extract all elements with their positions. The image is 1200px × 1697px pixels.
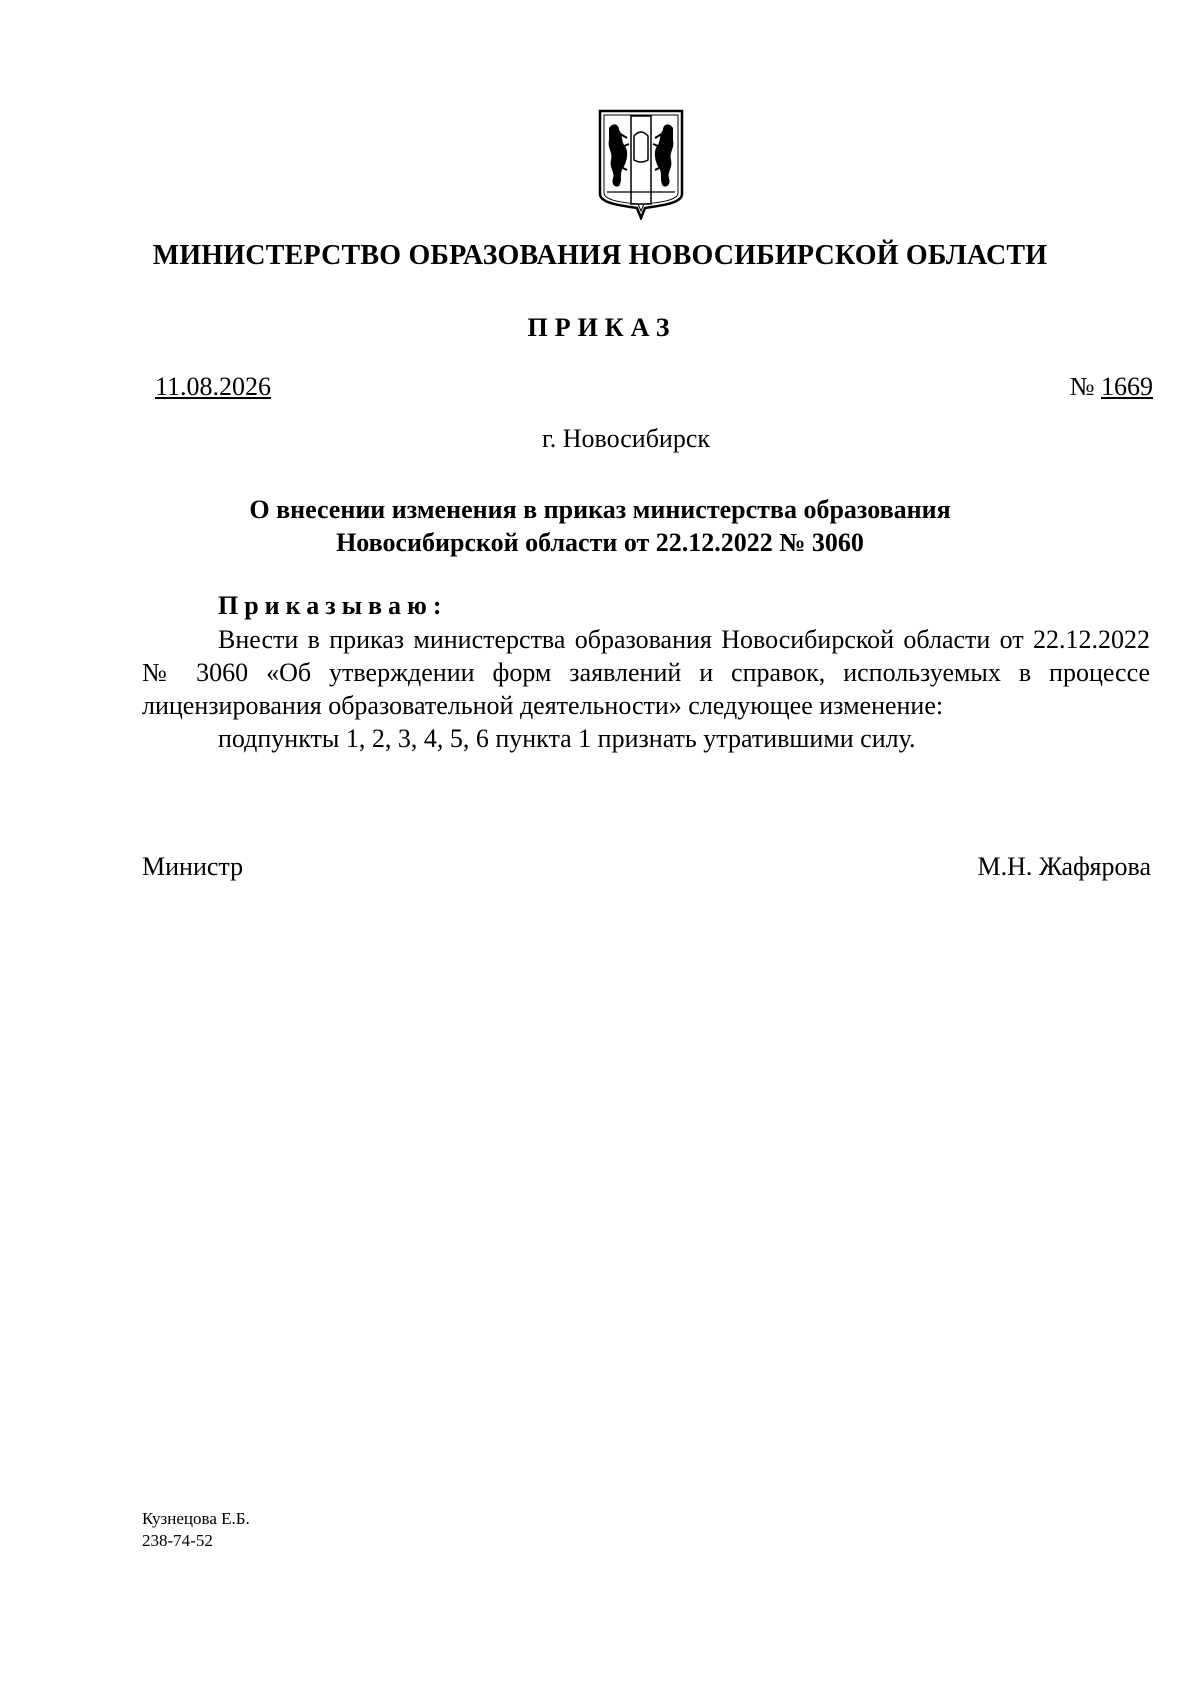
- document-subject: [120, 493, 1080, 559]
- body-paragraph-1: Внести в приказ министерства образования Новосибирской области от 22.12.2022 № 3060 «Об утверждении форм заявлений и справок, используемых в процессе лицензирования образовательной деятельности» следующее изменение:: [142, 625, 1150, 720]
- subject-line-1: О внесении изменения в приказ министерства образования: [249, 495, 951, 524]
- body-paragraph-2: подпункты 1, 2, 3, 4, 5, 6 пункта 1 признать утратившими силу.: [218, 724, 916, 753]
- executor-phone: 238-74-52: [142, 1531, 213, 1550]
- executor-name: Кузнецова Е.Б.: [142, 1509, 250, 1528]
- document-city: г. Новосибирск: [541, 424, 711, 453]
- signatory-name: М.Н. Жафярова: [977, 852, 1151, 881]
- signatory-title: Министр: [142, 852, 244, 881]
- document-number-prefix: №: [1069, 372, 1101, 401]
- document-type-heading: ПРИКАЗ: [527, 313, 677, 342]
- order-word: Приказываю:: [218, 591, 448, 620]
- executor-block: [142, 1508, 250, 1552]
- document-number: [1070, 372, 1153, 402]
- ministry-title: МИНИСТЕРСТВО ОБРАЗОВАНИЯ НОВОСИБИРСКОЙ ОБЛАСТИ: [152, 240, 1048, 271]
- coat-of-arms-icon: [597, 108, 685, 220]
- document-body: [142, 623, 1150, 755]
- document-date: 11.08.2026: [155, 372, 272, 401]
- document-number-value: 1669: [1101, 372, 1153, 401]
- subject-line-2: Новосибирской области от 22.12.2022 № 3060: [336, 528, 864, 557]
